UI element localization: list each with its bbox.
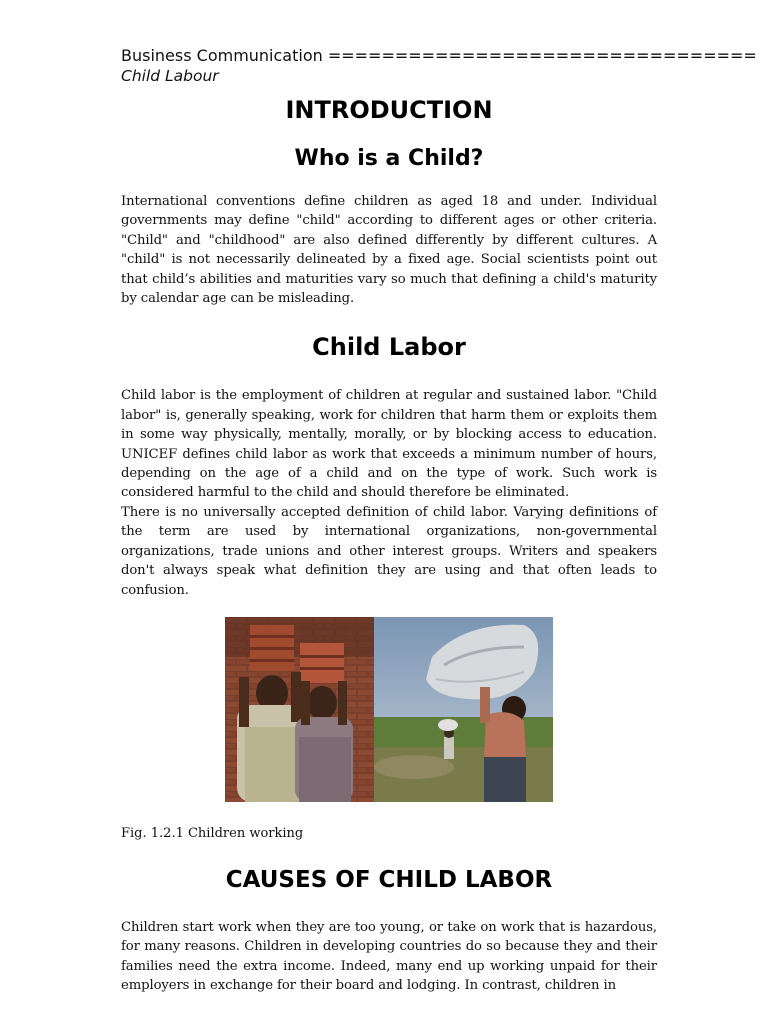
paragraph-child-labor-definition: Child labor is the employment of children at regular and sustained labor. "Child labor" is, generally speaking, work for children that harm them or exploits them in some way physically, mentally, morally, or by blocking access to education. UNICEF defines child labor as work that exceeds a minimum number of hours, depending on the age of a child and on the type of work. Such work is considered harmful to the child and should therefore be eliminated. [121, 388, 657, 501]
photo-child-carrying-sack [374, 617, 553, 802]
heading-introduction: INTRODUCTION [285, 96, 493, 124]
document-page [121, 46, 757, 996]
figure-caption: Fig. 1.2.1 Children working [121, 825, 304, 841]
figure-children-working [225, 617, 553, 802]
running-header-title: Business Communication ================================ [121, 46, 757, 65]
heading-child-labor: Child Labor [312, 333, 466, 362]
heading-causes-of-child-labor: CAUSES OF CHILD LABOR [225, 866, 553, 893]
photo-children-carrying-bricks [225, 617, 374, 802]
heading-who-is-child: Who is a Child? [294, 146, 484, 171]
paragraph-child-labor-no-definition: There is no universally accepted definition of child labor. Varying definitions of the term are used by international organizations, non-governmental organizations, trade unions and other interest groups. Writers and speakers don't always speak what definition they are using and that often leads to confusion. [121, 504, 657, 598]
paragraph-who-is-child: International conventions define children as aged 18 and under. Individual governments may define "child" according to different ages or other criteria. "Child" and "childhood" are also defined differently by different cultures. A "child" is not necessarily delineated by a fixed age. Social scientists point out that child’s abilities and maturities vary so much that defining a child's maturity by calendar age can be misleading. [121, 194, 657, 307]
running-header-subtitle: Child Labour [121, 67, 219, 85]
paragraph-causes: Children start work when they are too young, or take on work that is hazardous, for many reasons. Children in developing countries do so because they and their families need the extra income. Indeed, many end up working unpaid for their employers in exchange for their board and lodging. In contrast, children in [121, 919, 657, 994]
